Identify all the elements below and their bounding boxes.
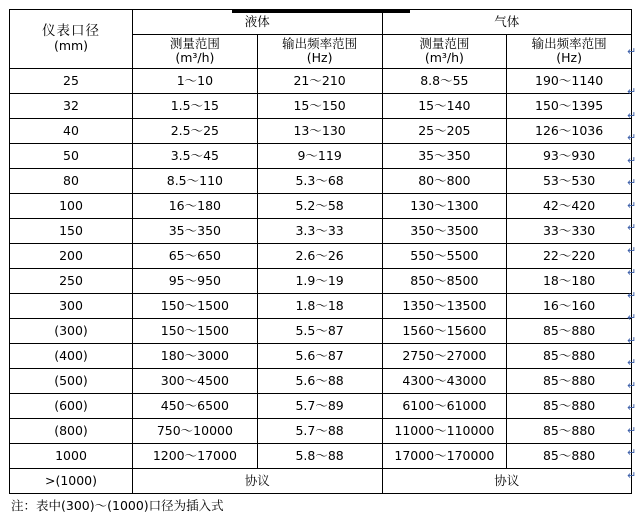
cell-liquid-frequency: 2.6～26 [257, 243, 382, 268]
diameter-header-cell [10, 10, 133, 69]
cell-diameter: 80 [10, 168, 133, 193]
pilcrow-icon: ↵ [627, 109, 637, 122]
pilcrow-icon: ↵ [627, 401, 637, 414]
cell-liquid-range: 95～950 [133, 268, 258, 293]
cell-gas-range: 6100～61000 [382, 393, 507, 418]
table-row [10, 118, 632, 143]
cell-diameter: 1000 [10, 443, 133, 468]
subheader-gas-frequency-line1: 输出频率范围 [531, 36, 607, 51]
cell-liquid-range: 2.5～25 [133, 118, 258, 143]
cell-diameter: (400) [10, 343, 133, 368]
cell-gas-range: 130～1300 [382, 193, 507, 218]
cell-gas-range: 1560～15600 [382, 318, 507, 343]
subheader-liquid-frequency [257, 35, 382, 69]
cell-gas-frequency: 18～180 [507, 268, 632, 293]
pilcrow-icon: ↵ [627, 85, 637, 98]
pilcrow-icon: ↵ [627, 289, 637, 302]
cell-gas-frequency: 85～880 [507, 418, 632, 443]
cell-liquid-range: 180～3000 [133, 343, 258, 368]
cell-liquid-range: 3.5～45 [133, 143, 258, 168]
subheader-gas-frequency-line2: (Hz) [556, 50, 582, 66]
cell-gas-range: 17000～170000 [382, 443, 507, 468]
cell-liquid-frequency: 13～130 [257, 118, 382, 143]
cell-diameter: 150 [10, 218, 133, 243]
table-row [10, 443, 632, 468]
cell-liquid-frequency: 5.8～88 [257, 443, 382, 468]
subheader-liquid-range [133, 35, 258, 69]
pilcrow-icon: ↵ [627, 356, 637, 369]
table-row [10, 393, 632, 418]
cell-liquid-frequency: 5.3～68 [257, 168, 382, 193]
cell-diameter: 40 [10, 118, 133, 143]
table-row [10, 193, 632, 218]
cell-gas-frequency: 22～220 [507, 243, 632, 268]
cell-gas-range: 8.8～55 [382, 68, 507, 93]
cell-gas-frequency: 85～880 [507, 318, 632, 343]
cell-liquid-range: 150～1500 [133, 293, 258, 318]
subheader-gas-range [382, 35, 507, 69]
cell-gas-frequency: 190～1140 [507, 68, 632, 93]
cell-diameter: 300 [10, 293, 133, 318]
pilcrow-icon: ↵ [627, 221, 637, 234]
subheader-liquid-range-line2: (m³/h) [175, 50, 215, 66]
pilcrow-icon: ↵ [627, 266, 637, 279]
subheader-gas-range-line2: (m³/h) [424, 50, 464, 66]
pilcrow-icon: ↵ [627, 154, 637, 167]
cell-diameter: (800) [10, 418, 133, 443]
cell-diameter: (500) [10, 368, 133, 393]
table-row [10, 293, 632, 318]
cell-gas-range: 35～350 [382, 143, 507, 168]
cell-gas-frequency: 85～880 [507, 443, 632, 468]
pilcrow-icon: ↵ [627, 446, 637, 459]
table-row [10, 68, 632, 93]
group-header-gas: 气体 [382, 10, 632, 35]
cell-liquid-frequency: 5.2～58 [257, 193, 382, 218]
subheader-gas-frequency [507, 35, 632, 69]
table-row [10, 343, 632, 368]
cell-diameter: (600) [10, 393, 133, 418]
pilcrow-icon: ↵ [627, 45, 637, 58]
cell-liquid-range: 65～650 [133, 243, 258, 268]
pilcrow-icon: ↵ [627, 199, 637, 212]
cell-liquid-range: 300～4500 [133, 368, 258, 393]
cell-gas-frequency: 85～880 [507, 368, 632, 393]
cell-liquid-agreement: 协议 [133, 468, 383, 493]
top-horizontal-rule [232, 9, 410, 13]
cell-gas-agreement: 协议 [382, 468, 632, 493]
cell-gas-range: 15～140 [382, 93, 507, 118]
cell-liquid-frequency: 3.3～33 [257, 218, 382, 243]
subheader-liquid-frequency-line2: (Hz) [306, 50, 333, 66]
pilcrow-icon: ↵ [627, 334, 637, 347]
cell-diameter: >(1000) [10, 468, 133, 493]
table-header-row-groups [10, 10, 632, 35]
cell-diameter: 25 [10, 68, 133, 93]
cell-gas-range: 11000～110000 [382, 418, 507, 443]
cell-liquid-frequency: 5.5～87 [257, 318, 382, 343]
cell-gas-range: 1350～13500 [382, 293, 507, 318]
cell-gas-frequency: 42～420 [507, 193, 632, 218]
cell-diameter: 32 [10, 93, 133, 118]
table-row [10, 318, 632, 343]
table-row [10, 418, 632, 443]
table-row [10, 468, 632, 493]
document-page [0, 9, 641, 514]
cell-diameter: (300) [10, 318, 133, 343]
cell-liquid-range: 35～350 [133, 218, 258, 243]
cell-liquid-range: 8.5～110 [133, 168, 258, 193]
table-row [10, 368, 632, 393]
pilcrow-icon: ↵ [627, 131, 637, 144]
cell-diameter: 50 [10, 143, 133, 168]
cell-gas-range: 25～205 [382, 118, 507, 143]
cell-liquid-range: 1200～17000 [133, 443, 258, 468]
cell-gas-frequency: 16～160 [507, 293, 632, 318]
specification-table [9, 9, 632, 494]
cell-liquid-range: 750～10000 [133, 418, 258, 443]
cell-liquid-frequency: 5.7～88 [257, 418, 382, 443]
pilcrow-icon: ↵ [627, 469, 637, 482]
table-row [10, 168, 632, 193]
cell-liquid-frequency: 1.8～18 [257, 293, 382, 318]
subheader-gas-range-line1: 测量范围 [419, 36, 470, 51]
cell-gas-range: 2750～27000 [382, 343, 507, 368]
cell-diameter: 100 [10, 193, 133, 218]
cell-gas-frequency: 150～1395 [507, 93, 632, 118]
cell-diameter: 200 [10, 243, 133, 268]
diameter-header-line1: 仪表口径 [42, 22, 100, 39]
pilcrow-icon: ↵ [627, 244, 637, 257]
cell-gas-frequency: 93～930 [507, 143, 632, 168]
pilcrow-icon: ↵ [627, 424, 637, 437]
pilcrow-icon: ↵ [627, 379, 637, 392]
cell-gas-frequency: 85～880 [507, 393, 632, 418]
cell-gas-frequency: 85～880 [507, 343, 632, 368]
cell-diameter: 250 [10, 268, 133, 293]
table-row [10, 268, 632, 293]
subheader-liquid-frequency-line1: 输出频率范围 [282, 36, 358, 51]
cell-gas-frequency: 53～530 [507, 168, 632, 193]
diameter-header-line2: (mm) [53, 38, 89, 54]
cell-liquid-range: 1.5～15 [133, 93, 258, 118]
table-row [10, 143, 632, 168]
table-row [10, 243, 632, 268]
cell-liquid-range: 450～6500 [133, 393, 258, 418]
pilcrow-icon: ↵ [627, 176, 637, 189]
cell-gas-frequency: 33～330 [507, 218, 632, 243]
table-row [10, 218, 632, 243]
pilcrow-icon: ↵ [627, 311, 637, 324]
table-row [10, 93, 632, 118]
cell-liquid-frequency: 15～150 [257, 93, 382, 118]
subheader-liquid-range-line1: 测量范围 [169, 36, 220, 51]
cell-liquid-frequency: 5.7～89 [257, 393, 382, 418]
cell-gas-range: 550～5500 [382, 243, 507, 268]
cell-gas-range: 80～800 [382, 168, 507, 193]
cell-gas-range: 850～8500 [382, 268, 507, 293]
cell-liquid-frequency: 9～119 [257, 143, 382, 168]
cell-gas-range: 350～3500 [382, 218, 507, 243]
group-header-liquid: 液体 [133, 10, 383, 35]
paragraph-marks [627, 9, 641, 514]
cell-liquid-frequency: 21～210 [257, 68, 382, 93]
cell-liquid-frequency: 5.6～88 [257, 368, 382, 393]
cell-liquid-range: 150～1500 [133, 318, 258, 343]
cell-liquid-range: 16～180 [133, 193, 258, 218]
cell-gas-range: 4300～43000 [382, 368, 507, 393]
table-note: 注：表中(300)～(1000)口径为插入式 [11, 498, 224, 513]
cell-gas-frequency: 126～1036 [507, 118, 632, 143]
cell-liquid-range: 1～10 [133, 68, 258, 93]
cell-liquid-frequency: 5.6～87 [257, 343, 382, 368]
cell-liquid-frequency: 1.9～19 [257, 268, 382, 293]
